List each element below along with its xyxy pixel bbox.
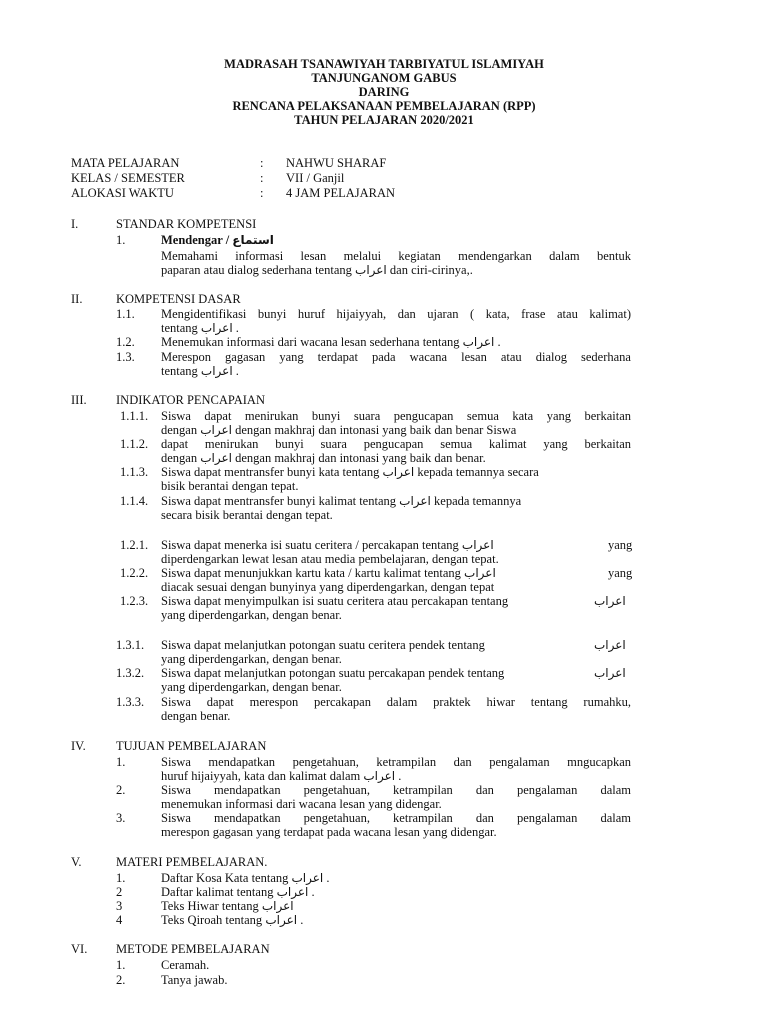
school-location: TANJUNGANOM GABUS	[311, 71, 457, 85]
paragraph-line: Menemukan informasi dari wacana lesan sederhana tentang اعراب .	[161, 335, 501, 349]
section-title: INDIKATOR PENCAPAIAN	[116, 393, 265, 407]
paragraph-line: Siswa dapat menyimpulkan isi suatu ceritera atau percakapan tentang	[161, 594, 509, 608]
item-number: 1.3.3.	[116, 695, 145, 709]
identity-colon: :	[260, 156, 264, 170]
arabic-text: اعراب	[200, 321, 233, 335]
item-number: 1.3.	[116, 350, 135, 364]
item-number: 2.	[116, 783, 126, 797]
item-number: 1.2.	[116, 335, 135, 349]
paragraph-line: Siswa dapat menunjukkan kartu kata / kartu kalimat tentang اعراب	[161, 566, 496, 580]
arabic-text: اعراب	[382, 465, 415, 479]
identity-label-time: ALOKASI WAKTU	[71, 186, 174, 200]
identity-colon: :	[260, 171, 264, 185]
item-number: 1.3.1.	[116, 638, 145, 652]
item-number: 1.1.	[116, 307, 135, 321]
section-number: IV.	[71, 739, 86, 753]
section-number: II.	[71, 292, 83, 306]
item-number: 1.1.2.	[120, 437, 149, 451]
arabic-text: اعراب	[261, 899, 294, 913]
section-number: VI.	[71, 942, 88, 956]
paragraph-line: dengan benar.	[161, 709, 231, 723]
list-item: Teks Qiroah tentang اعراب .	[161, 913, 304, 927]
arabic-text: اعراب	[399, 494, 431, 508]
identity-value-subject: NAHWU SHARAF	[286, 156, 387, 170]
arabic-text: اعراب	[594, 666, 626, 680]
paragraph-line: paparan atau dialog sederhana tentang اعراب dan ciri-cirinya,.	[161, 263, 473, 277]
academic-year: TAHUN PELAJARAN 2020/2021	[294, 113, 474, 127]
section-title: TUJUAN PEMBELAJARAN	[116, 739, 267, 753]
identity-value-time: 4 JAM PELAJARAN	[286, 186, 396, 200]
paragraph-line: dengan اعراب dengan makhraj dan intonasi yang baik dan benar.	[161, 451, 486, 465]
arabic-text: اعراب	[265, 913, 298, 927]
identity-colon: :	[260, 186, 264, 200]
school-name: MADRASAH TSANAWIYAH TARBIYATUL ISLAMIYAH	[224, 57, 544, 71]
arabic-text: اعراب	[200, 451, 232, 465]
item-number: 1.2.1.	[120, 538, 149, 552]
paragraph-line: Memahami informasi lesan melalui kegiatan mendengarkan dalam bentuk	[161, 249, 631, 263]
paragraph-line: Siswa dapat mentransfer bunyi kalimat tentang اعراب kepada temannya	[161, 494, 522, 508]
arabic-text: اعراب	[291, 871, 324, 885]
item-number: 2.	[116, 973, 126, 987]
mode-label: DARING	[358, 85, 410, 99]
paragraph-line: huruf hijaiyyah, kata dan kalimat dalam اعراب .	[161, 769, 402, 783]
section-number: III.	[71, 393, 87, 407]
item-number: 3.	[116, 811, 126, 825]
item-number: 4	[116, 913, 123, 927]
identity-label-class: KELAS / SEMESTER	[71, 171, 185, 185]
paragraph-line: merespon gagasan yang terdapat pada wacana lesan yang didengar.	[161, 825, 497, 839]
paragraph-line: Siswa mendapatkan pengetahuan, ketrampilan dan pengalaman dalam	[161, 783, 631, 797]
paragraph-line: menemukan informasi dari wacana lesan yang didengar.	[161, 797, 442, 811]
identity-value-class: VII / Ganjil	[286, 171, 345, 185]
section-title: METODE PEMBELAJARAN	[116, 942, 270, 956]
paragraph-word: yang	[608, 566, 633, 580]
paragraph-line: Siswa mendapatkan pengetahuan, ketrampilan dan pengalaman dalam	[161, 811, 631, 825]
paragraph-line: tentang اعراب .	[161, 321, 239, 335]
item-number: 2	[116, 885, 123, 899]
item-number: 1.	[116, 958, 126, 972]
item-number: 1.	[116, 871, 126, 885]
document-title: RENCANA PELAKSANAAN PEMBELAJARAN (RPP)	[232, 99, 536, 113]
item-number: 1.	[116, 233, 126, 247]
paragraph-line: Siswa mendapatkan pengetahuan, ketrampilan dan pengalaman mngucapkan	[161, 755, 631, 769]
list-item: Tanya jawab.	[161, 973, 228, 987]
section-number: I.	[71, 217, 79, 231]
arabic-text: اعراب	[200, 423, 232, 437]
section-title: MATERI PEMBELAJARAN.	[116, 855, 268, 869]
paragraph-line: dengan اعراب dengan makhraj dan intonasi yang baik dan benar Siswa	[161, 423, 517, 437]
paragraph-word: yang	[608, 538, 633, 552]
item-number: 1.1.4.	[120, 494, 149, 508]
arabic-text: اعراب	[464, 566, 496, 580]
list-item: Daftar Kosa Kata tentang اعراب .	[161, 871, 330, 885]
arabic-text: اعراب	[594, 638, 626, 652]
list-item: Teks Hiwar tentang اعراب	[161, 899, 294, 913]
arabic-text: اعراب	[355, 263, 387, 277]
item-number: 1.1.1.	[120, 409, 149, 423]
arabic-text: اعراب	[363, 769, 396, 783]
paragraph-line: yang diperdengarkan, dengan benar.	[161, 608, 342, 622]
list-item: Daftar kalimat tentang اعراب .	[161, 885, 315, 899]
paragraph-line: Siswa dapat menerka isi suatu ceritera / percakapan tentang اعراب	[161, 538, 494, 552]
paragraph-line: secara bisik berantai dengan tepat.	[161, 508, 333, 522]
section-number: V.	[71, 855, 82, 869]
list-item: Ceramah.	[161, 958, 210, 972]
paragraph-line: Merespon gagasan yang terdapat pada wacana lesan atau dialog sederhana	[161, 350, 631, 364]
item-number: 1.1.3.	[120, 465, 149, 479]
paragraph-line: Mengidentifikasi bunyi huruf hijaiyyah, dan ujaran ( kata, frase atau kalimat)	[161, 307, 631, 321]
paragraph-line: Siswa dapat mentransfer bunyi kata tentang اعراب kepada temannya secara	[161, 465, 539, 479]
identity-label-subject: MATA PELAJARAN	[71, 156, 180, 170]
item-number: 1.2.2.	[120, 566, 149, 580]
paragraph-line: diacak sesuai dengan bunyinya yang diperdengarkan, dengan tepat	[161, 580, 495, 594]
arabic-text: اعراب	[276, 885, 309, 899]
paragraph-line: Siswa dapat menirukan bunyi suara pengucapan semua kata yang berkaitan	[161, 409, 631, 423]
paragraph-line: tentang اعراب .	[161, 364, 239, 378]
arabic-text: اعراب	[594, 594, 626, 608]
section-title: KOMPETENSI DASAR	[116, 292, 241, 306]
paragraph-line: yang diperdengarkan, dengan benar.	[161, 652, 342, 666]
paragraph-line: Siswa dapat merespon percakapan dalam praktek hiwar tentang rumahku,	[161, 695, 631, 709]
arabic-text: اعراب	[461, 538, 494, 552]
arabic-text: استماع	[232, 233, 274, 247]
paragraph-line: yang diperdengarkan, dengan benar.	[161, 680, 342, 694]
paragraph-line: dapat menirukan bunyi suara pengucapan semua kalimat yang berkaitan	[161, 437, 631, 451]
item-number: 1.2.3.	[120, 594, 149, 608]
item-number: 3	[116, 899, 123, 913]
paragraph-line: bisik berantai dengan tepat.	[161, 479, 299, 493]
paragraph-line: Siswa dapat melanjutkan potongan suatu ceritera pendek tentang	[161, 638, 485, 652]
paragraph-line: Siswa dapat melanjutkan potongan suatu percakapan pendek tentang	[161, 666, 505, 680]
arabic-text: اعراب	[462, 335, 495, 349]
item-number: 1.3.2.	[116, 666, 145, 680]
competency-heading: Mendengar / استماع	[161, 233, 274, 247]
paragraph-line: diperdengarkan lewat lesan atau media pembelajaran, dengan tepat.	[161, 552, 499, 566]
item-number: 1.	[116, 755, 126, 769]
section-title: STANDAR KOMPETENSI	[116, 217, 257, 231]
arabic-text: اعراب	[200, 364, 233, 378]
